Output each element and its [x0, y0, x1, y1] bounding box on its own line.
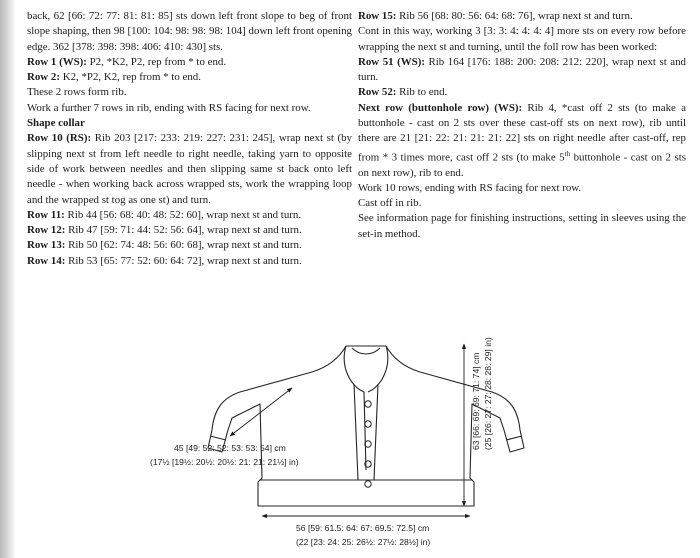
- paragraph-cast-off: Cast off in rib.: [358, 197, 422, 210]
- paragraph-further-rows: Work a further 7 rows in rib, ending with RS facing for next row.: [27, 101, 311, 114]
- row-51-text: Rib 164 [176: 188: 200: 208: 212: 220], wrap next st and turn.: [358, 55, 686, 84]
- row-12-label: Row 12:: [27, 224, 66, 237]
- paragraph-front-edge: back, 62 [66: 72: 77: 81: 81: 85] sts down left front slope to beg of front slope shaping, then 98 [100: 104: 98: 98: 98: 104] down left front opening edge. 362 [378: 398: 398: 406: 410: 430] sts.: [27, 10, 352, 53]
- row-52-text: Rib to end.: [396, 86, 448, 99]
- row-2-label: Row 2:: [27, 71, 60, 84]
- collar-inner-back: [352, 348, 380, 354]
- sleeve-measure-in: (17½ [19½: 20½: 20½: 21: 21: 21½] in): [150, 457, 299, 467]
- length-measure-cm: 63 [66: 69: 69: 71: 74] cm: [471, 352, 481, 450]
- row-13-text: Rib 50 [62: 74: 48: 56: 60: 68], wrap next st and turn.: [65, 239, 302, 252]
- paragraph-rib: These 2 rows form rib.: [27, 86, 127, 99]
- sleeve-measure-cm: 45 [49: 52: 52: 53: 53: 54] cm: [174, 443, 286, 453]
- button-5: [365, 481, 371, 487]
- row-10-text: Rib 203 [217: 233: 219: 227: 231: 245], wrap next st (by slipping next st from left needle to right needle, taking yarn to opposite side of work between needles and then slipping same st back onto left needle - when working back across wrapped sts, work the wrapping loop and the wrapped st tog as one st) and turn.: [27, 132, 352, 206]
- row-14-label: Row 14:: [27, 254, 66, 267]
- collar-band-left-edge: [354, 384, 358, 480]
- buttonhole-row-superscript: th: [564, 149, 571, 158]
- row-15-text: Rib 56 [68: 80: 56: 64: 68: 76], wrap next st and turn.: [396, 10, 633, 22]
- width-measure-cm: 56 [59: 61.5: 64: 67: 69.5: 72.5] cm: [296, 523, 430, 533]
- row-11-label: Row 11:: [27, 208, 65, 221]
- length-measure-in: (25 [26: 27: 27: 28: 28: 29] in): [483, 337, 493, 450]
- row-13-label: Row 13:: [27, 239, 66, 252]
- row-52-label: Row 52:: [358, 86, 397, 99]
- width-measure-in: (22 [23: 24: 25: 26½: 27½: 28½] in): [296, 537, 431, 547]
- heading-shape-collar: Shape collar: [27, 117, 85, 130]
- row-2-text: K2, *P2, K2, rep from * to end.: [59, 71, 201, 84]
- row-10-label: Row 10 (RS):: [27, 132, 92, 145]
- button-1: [365, 401, 371, 407]
- left-cuff-line: [210, 436, 226, 440]
- row-1-text: P2, *K2, P2, rep from * to end.: [86, 55, 227, 68]
- paragraph-continue: Cont in this way, working 3 [3: 3: 4: 4: 4: 4] more sts on every row before wrapping the next st and turning, until the foll row has been worked:: [358, 25, 686, 53]
- row-14-text: Rib 53 [65: 77: 52: 60: 64: 72], wrap next st and turn.: [65, 254, 302, 267]
- paragraph-finishing: See information page for finishing instructions, setting in sleeves using the set-in method.: [358, 212, 686, 240]
- buttonhole-row-text-a: Rib 4, *cast off 2 sts (to make a buttonhole - cast on 2 sts over these cast-off sts on next row), rib until there are 21 [21: 22: 21: 21: 21: 22] sts on right needle after cast-off, rep from * 3 times more, cast off 2 sts (to make 5: [358, 101, 686, 164]
- buttonhole-row-text-b: buttonhole - cast on 2 sts on next row), rib to end.: [358, 151, 686, 179]
- collar-band-right-edge: [374, 384, 378, 480]
- row-15-label: Row 15:: [358, 10, 397, 22]
- paragraph-work-rows: Work 10 rows, ending with RS facing for next row.: [358, 181, 582, 194]
- row-1-label: Row 1 (WS):: [27, 55, 87, 68]
- row-12-text: Rib 47 [59: 71: 44: 52: 56: 64], wrap next st and turn.: [65, 224, 302, 237]
- row-11-text: Rib 44 [56: 68: 40: 48: 52: 60], wrap next st and turn.: [64, 208, 302, 221]
- row-51-label: Row 51 (WS):: [358, 55, 425, 68]
- buttonhole-row-label: Next row (buttonhole row) (WS):: [358, 101, 523, 114]
- right-cuff-line: [506, 436, 522, 440]
- button-2: [365, 421, 371, 427]
